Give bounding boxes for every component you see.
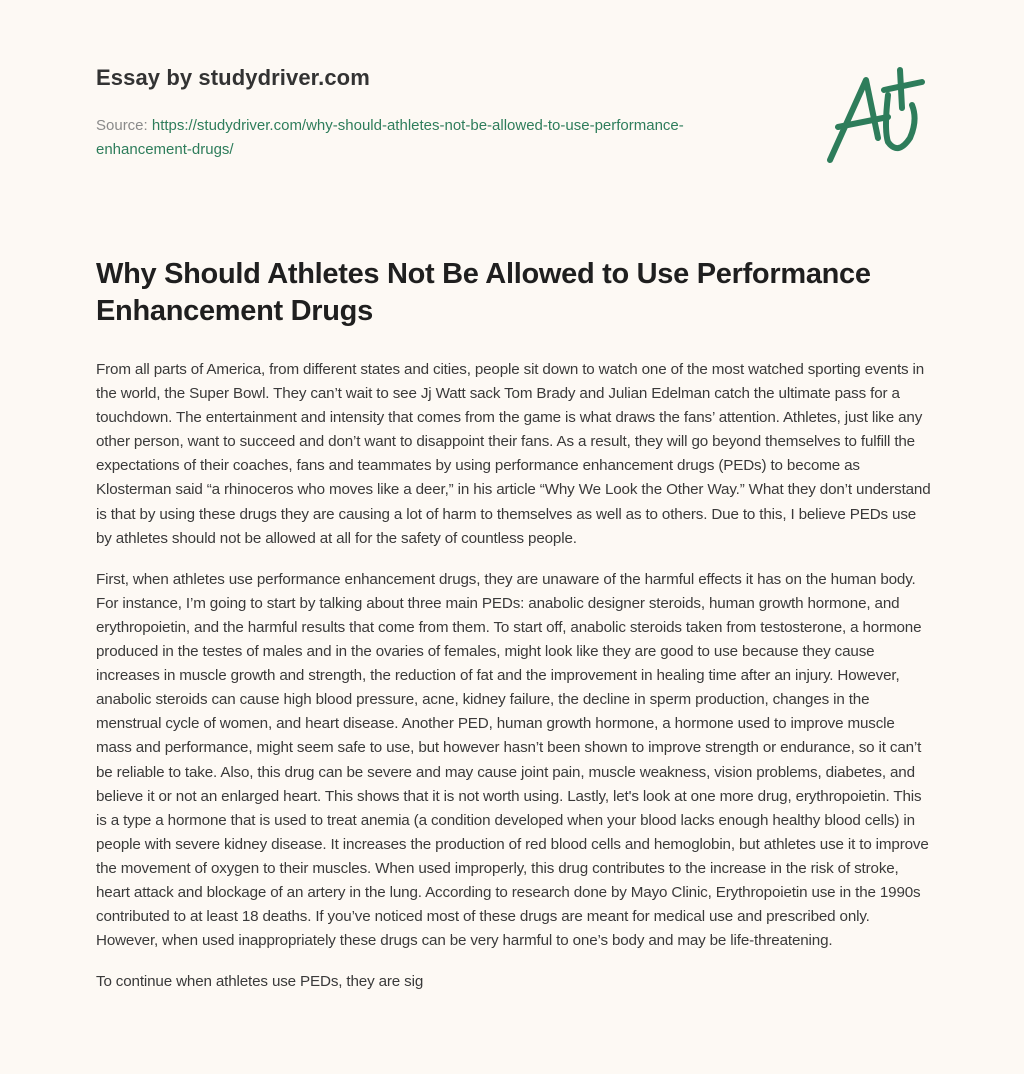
paragraph-2: First, when athletes use performance enhancement drugs, they are unaware of the harmful effects it has on the human body. For instance, I’m going to start by talking about three main PEDs: anabolic designer steroids, human growth hormone, and erythropoietin, and the harmful results that come from them. To start off, anabolic steroids taken from testosterone, a hormone produced in the testes of males and in the ovaries of females, might look like they are good to use because they cause increases in muscle growth and strength, the reduction of fat and the improvement in healing time after an injury. However, anabolic steroids can cause high blood pressure, acne, kidney failure, the decline in sperm production, changes in the menstrual cycle of women, and heart disease. Another PED, human growth hormone, a hormone used to improve muscle mass and performance, might seem safe to use, but however hasn’t been shown to improve strength or endurance, so it can’t be reliable to take. Also, this drug can be severe and may cause joint pain, muscle weakness, vision problems, diabetes, and believe it or not an enlarged heart. This shows that it is not worth using. Lastly, let's look at one more drug, erythropoietin. This is a type a hormone that is used to treat anemia (a condition developed when your blood lacks enough healthy blood cells) in people with severe kidney disease. It increases the production of red blood cells and hemoglobin, but athletes use it to improve the movement of oxygen to their muscles. When used improperly, this drug contributes to the increase in the risk of stroke, heart attack and blockage of an artery in the lung. According to research done by Mayo Clinic, Erythropoietin use in the 1990s contributed to at least 18 deaths. If you’ve noticed most of these drugs are meant for medical use and prescribed only. However, when used inappropriately these drugs can be very harmful to one’s body and may be life-threatening.	[96, 570, 929, 950]
essay-article	[96, 256, 932, 1011]
a-plus-grade-icon	[818, 60, 938, 170]
source-line	[96, 114, 696, 162]
paragraph-3-truncated: To continue when athletes use PEDs, they are sig	[96, 973, 424, 991]
paragraph-1: From all parts of America, from different states and cities, people sit down to watch one of the most watched sporting events in the world, the Super Bowl. They can’t wait to see Jj Watt sack Tom Brady and Julian Edelman catch the ultimate pass for a touchdown. The entertainment and intensity that comes from the game is what draws the fans’ attention. Athletes, just like any other person, want to succeed and don’t want to disappoint their fans. As a result, they will go beyond themselves to fulfill the expectations of their coaches, fans and teammates by using performance enhancement drugs (PEDs) to become as Klosterman said “a rhinoceros who moves like a deer,” in his article “Why We Look the Other Way.” What they don’t understand is that by using these drugs they are causing a lot of harm to themselves as well as to others. Due to this, I believe PEDs use by athletes should not be allowed at all for the safety of countless people.	[96, 361, 931, 547]
site-title: Essay by studydriver.com	[96, 65, 370, 90]
source-link[interactable]: https://studydriver.com/why-should-athletes-not-be-allowed-to-use-performance-enhancement-drugs/	[96, 117, 684, 158]
source-label: Source:	[96, 117, 152, 134]
essay-header	[96, 64, 696, 162]
essay-title: Why Should Athletes Not Be Allowed to Use Performance Enhancement Drugs	[96, 258, 871, 327]
